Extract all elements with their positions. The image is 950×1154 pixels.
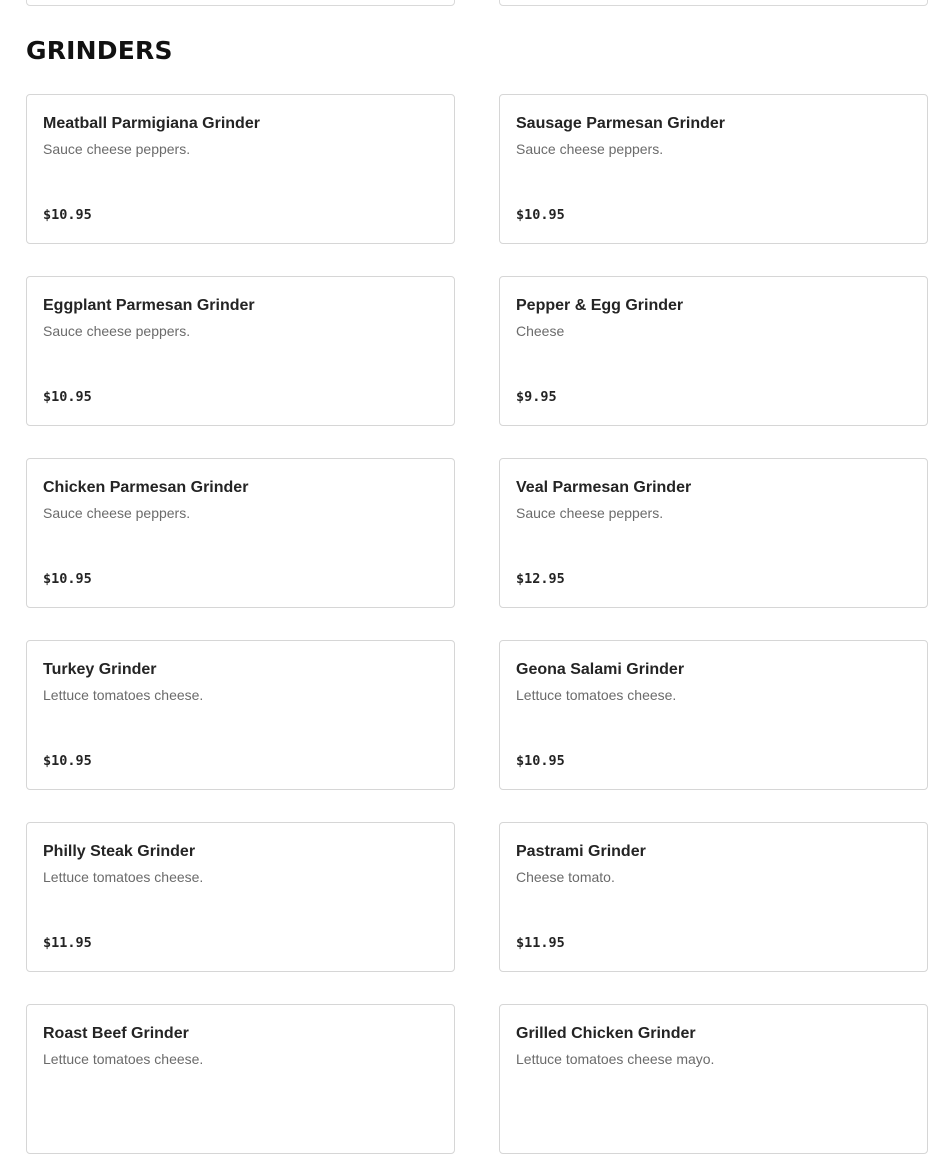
menu-item-description: Lettuce tomatoes cheese.	[43, 687, 204, 703]
previous-section-card[interactable]	[26, 0, 455, 6]
menu-item-description: Cheese tomato.	[516, 869, 615, 885]
menu-item-name: Eggplant Parmesan Grinder	[43, 297, 255, 314]
menu-item-price: $10.95	[43, 753, 92, 769]
menu-item-price: $11.95	[516, 935, 565, 951]
menu-item-card[interactable]	[26, 94, 455, 244]
menu-item-name: Veal Parmesan Grinder	[516, 479, 692, 496]
previous-section-card[interactable]	[499, 0, 928, 6]
menu-item-price: $12.95	[516, 571, 565, 587]
menu-item-name: Grilled Chicken Grinder	[516, 1025, 696, 1042]
menu-item-price: $10.95	[43, 571, 92, 587]
menu-item-name: Pastrami Grinder	[516, 843, 646, 860]
menu-item-price: $9.95	[516, 389, 557, 405]
menu-item-name: Chicken Parmesan Grinder	[43, 479, 249, 496]
menu-item-price: $10.95	[516, 207, 565, 223]
menu-item-description: Lettuce tomatoes cheese.	[516, 687, 677, 703]
menu-item-description: Sauce cheese peppers.	[43, 323, 191, 339]
menu-item-name: Geona Salami Grinder	[516, 661, 685, 678]
menu-item-card[interactable]	[499, 458, 928, 608]
menu-item-description: Cheese	[516, 323, 565, 339]
menu-item-description: Sauce cheese peppers.	[43, 141, 191, 157]
menu-item-price: $10.95	[516, 753, 565, 769]
menu-item-card[interactable]	[26, 822, 455, 972]
menu-item-card[interactable]	[26, 1004, 455, 1154]
menu-item-description: Sauce cheese peppers.	[516, 141, 664, 157]
menu-item-description: Lettuce tomatoes cheese.	[43, 1051, 204, 1067]
menu-item-name: Philly Steak Grinder	[43, 843, 196, 860]
menu-item-description: Sauce cheese peppers.	[516, 505, 664, 521]
section-title: GRINDERS	[26, 36, 173, 65]
menu-item-name: Sausage Parmesan Grinder	[516, 115, 725, 132]
menu-item-name: Meatball Parmigiana Grinder	[43, 115, 260, 132]
menu-item-card[interactable]	[26, 458, 455, 608]
menu-item-card[interactable]	[26, 276, 455, 426]
menu-item-price: $10.95	[43, 207, 92, 223]
menu-item-name: Roast Beef Grinder	[43, 1025, 189, 1042]
menu-item-description: Lettuce tomatoes cheese mayo.	[516, 1051, 715, 1067]
menu-item-card[interactable]	[499, 640, 928, 790]
menu-item-price: $11.95	[43, 935, 92, 951]
menu-item-name: Pepper & Egg Grinder	[516, 297, 684, 314]
menu-item-card[interactable]	[499, 276, 928, 426]
menu-item-grid	[26, 94, 928, 1154]
menu-item-price: $10.95	[43, 389, 92, 405]
menu-item-card[interactable]	[499, 1004, 928, 1154]
menu-item-card[interactable]	[499, 94, 928, 244]
menu-item-card[interactable]	[499, 822, 928, 972]
menu-item-description: Sauce cheese peppers.	[43, 505, 191, 521]
menu-item-description: Lettuce tomatoes cheese.	[43, 869, 204, 885]
menu-item-card[interactable]	[26, 640, 455, 790]
menu-item-name: Turkey Grinder	[43, 661, 157, 678]
